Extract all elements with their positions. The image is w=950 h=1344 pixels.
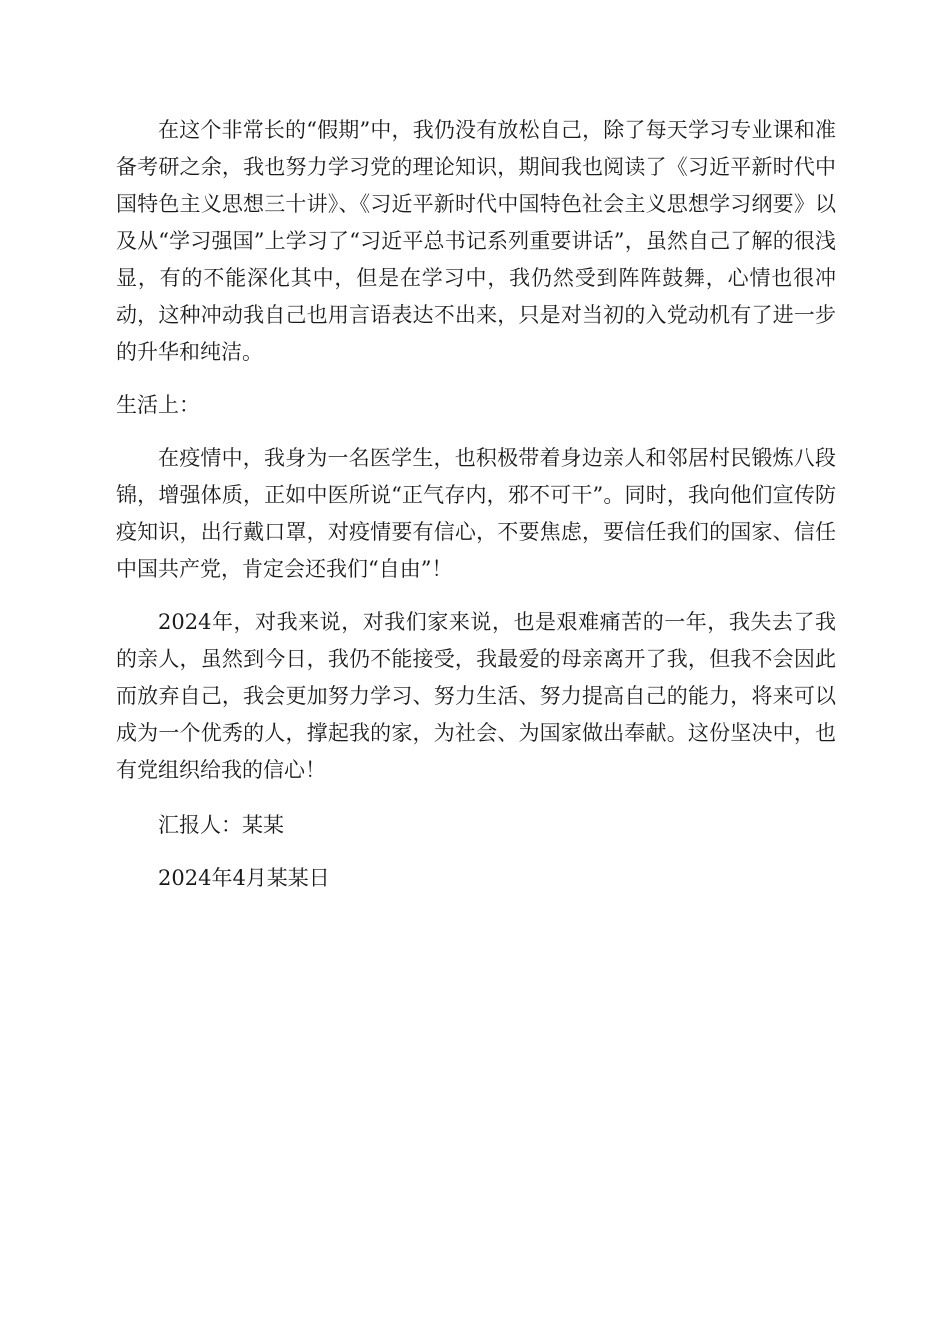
section-heading-life: 生活上：	[116, 393, 200, 417]
paragraph-study: 在这个非常长的“假期”中，我仍没有放松自己，除了每天学习专业课和准备考研之余，我也努力学习党的理论知识，期间我也阅读了《习近平新时代中国特色主义思想三十讲》、《习近平新时代中国特色社会主义思想学习纲要》以及从“学习强国”上学习了“习近平总书记系列重要讲话”，虽然自己了解的很浅显，有的不能深化其中，但是在学习中，我仍然受到阵阵鼓舞，心情也很冲动，这种冲动我自己也用言语表达不出来，只是对当初的入党动机有了进一步的升华和纯洁。	[116, 118, 836, 364]
report-date: 2024年4月某某日	[158, 866, 330, 890]
reporter-signature: 汇报人：某某	[158, 813, 284, 837]
document-body	[116, 112, 836, 897]
paragraph-family: 2024年，对我来说，对我们家来说，也是艰难痛苦的一年，我失去了我的亲人，虽然到今日，我仍不能接受，我最爱的母亲离开了我，但我不会因此而放弃自己，我会更加努力学习、努力生活、努力提高自己的能力，将来可以成为一个优秀的人，撑起我的家，为社会、为国家做出奉献。这份坚决中，也有党组织给我的信心！	[116, 610, 836, 782]
paragraph-epidemic: 在疫情中，我身为一名医学生，也积极带着身边亲人和邻居村民锻炼八段锦，增强体质，正如中医所说“正气存内，邪不可干”。同时，我向他们宣传防疫知识，出行戴口罩，对疫情要有信心，不要焦虑，要信任我们的国家、信任中国共产党，肯定会还我们“自由”！	[116, 446, 836, 581]
